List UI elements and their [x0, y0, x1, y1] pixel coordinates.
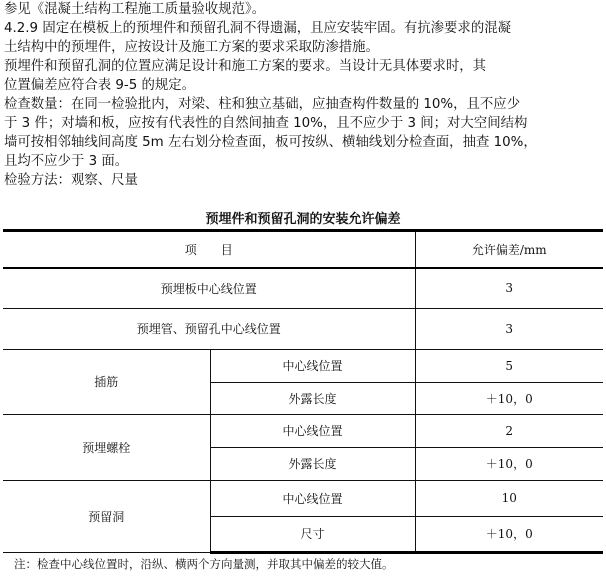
- sub-item-cell: 外露长度: [210, 447, 415, 480]
- value-cell: 3: [415, 268, 603, 308]
- inspection-quantity-line: 检查数量：在同一检验批内，对梁、柱和独立基础，应抽查构件数量的 10%，且不应少: [4, 97, 521, 112]
- sub-item-cell: 尺寸: [210, 516, 415, 552]
- value-cell: ＋10，0: [415, 382, 603, 414]
- table-row: [3, 349, 603, 382]
- inspection-quantity-line: 且均不应少于 3 面。: [4, 154, 129, 169]
- group-cell: 插筋: [3, 349, 210, 414]
- table-row: [3, 480, 603, 516]
- table-title: 预埋件和预留孔洞的安装允许偏差: [205, 212, 401, 227]
- table-note: 注：检查中心线位置时，沿纵、横两个方向量测，并取其中偏差的较大值。: [14, 557, 394, 571]
- value-cell: ＋10，0: [415, 447, 603, 480]
- sub-item-cell: 中心线位置: [210, 349, 415, 382]
- header-item: 项 目: [3, 231, 415, 269]
- inspection-quantity-line: 墙可按相邻轴线间高度 5m 左右划分检查面，板可按纵、横轴线划分检查面，抽查 10%，: [4, 135, 537, 150]
- value-cell: 10: [415, 480, 603, 516]
- sub-item-cell: 中心线位置: [210, 480, 415, 516]
- group-cell: 预留洞: [3, 480, 210, 552]
- inspection-method-line: 检验方法：观察、尺量: [4, 173, 138, 188]
- specification-text: [4, 0, 604, 190]
- table-row: [3, 414, 603, 447]
- requirement-line: 预埋件和预留孔洞的位置应满足设计和施工方案的要求。当设计无具体要求时，其: [4, 59, 487, 74]
- clause-line: 4.2.9 固定在模板上的预埋件和预留孔洞不得遗漏，且应安装牢固。有抗渗要求的混凝: [4, 21, 511, 36]
- group-cell: 预埋螺栓: [3, 414, 210, 480]
- table-header-row: [3, 231, 603, 269]
- tolerance-table: [3, 229, 603, 554]
- item-cell: 预埋板中心线位置: [3, 268, 415, 308]
- inspection-quantity-line: 于 3 件；对墙和板，应按有代表性的自然间抽查 10%，且不应少于 3 间；对大空间结构: [4, 116, 528, 131]
- value-cell: ＋10，0: [415, 516, 603, 552]
- header-tolerance: 允许偏差/mm: [415, 231, 603, 269]
- value-cell: 3: [415, 308, 603, 349]
- item-cell: 预埋管、预留孔中心线位置: [3, 308, 415, 349]
- reference-line: 参见《混凝土结构工程施工质量验收规范》。: [4, 2, 266, 17]
- requirement-line: 位置偏差应符合表 9-5 的规定。: [4, 78, 196, 93]
- sub-item-cell: 中心线位置: [210, 414, 415, 447]
- table-row: [3, 308, 603, 349]
- clause-line: 土结构中的预埋件，应按设计及施工方案的要求采取防渗措施。: [4, 40, 379, 55]
- value-cell: 2: [415, 414, 603, 447]
- table-row: [3, 268, 603, 308]
- value-cell: 5: [415, 349, 603, 382]
- sub-item-cell: 外露长度: [210, 382, 415, 414]
